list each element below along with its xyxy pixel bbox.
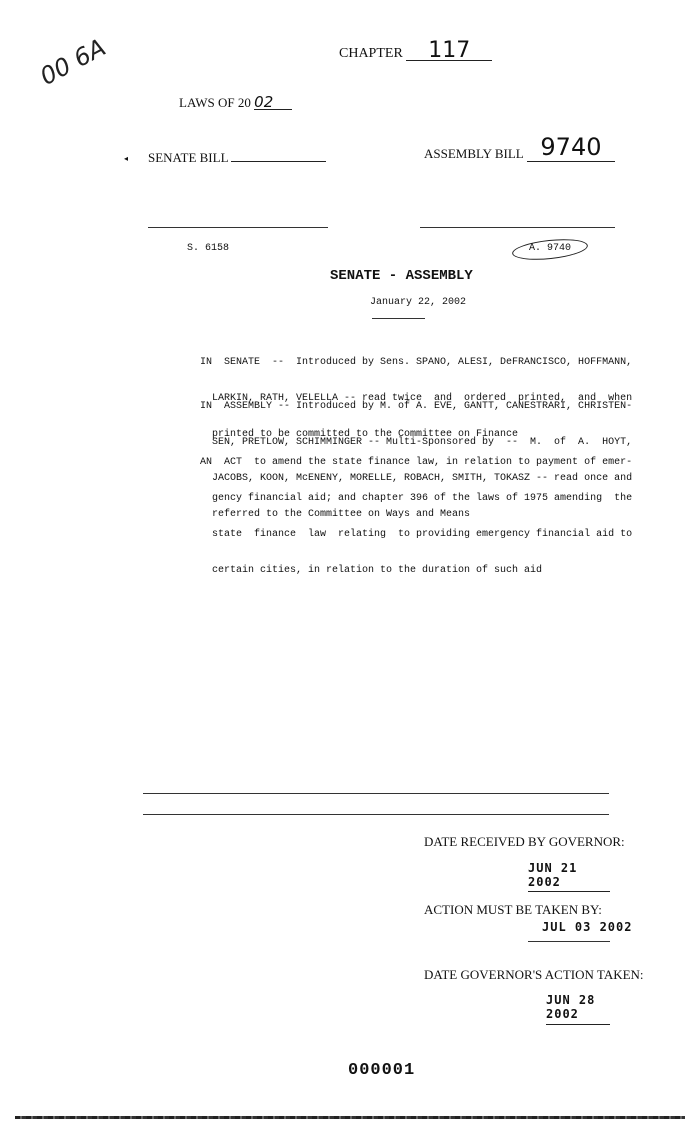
act-title-line: state finance law relating to providing emergency financial aid to — [200, 529, 633, 540]
senate-bill-label: SENATE BILL — [148, 150, 229, 165]
date-received-label: DATE RECEIVED BY GOVERNOR: — [424, 834, 625, 849]
assembly-bill-label: ASSEMBLY BILL — [424, 146, 524, 161]
laws-year-field — [179, 95, 292, 111]
laws-label: LAWS OF 20 — [179, 95, 251, 110]
margin-note: 00 6A — [35, 33, 111, 91]
act-title — [200, 433, 632, 589]
laws-year: 02 — [254, 95, 292, 110]
senate-bill-field — [148, 147, 326, 166]
chapter-number: 117 — [406, 42, 492, 61]
page-number: 000001 — [348, 1061, 416, 1080]
act-title-line: gency financial aid; and chapter 396 of the laws of 1975 amending the — [200, 493, 633, 504]
signature-line-right — [420, 227, 615, 228]
action-taken-label: DATE GOVERNOR'S ACTION TAKEN: — [424, 967, 644, 982]
assembly-intro-line: SEN, PRETLOW, SCHIMMINGER -- Multi-Sponsored by -- M. of A. HOYT, — [200, 437, 633, 448]
senate-bill-ref: S. 6158 — [187, 243, 230, 254]
chapter-field — [339, 38, 492, 63]
document-heading: SENATE - ASSEMBLY — [330, 268, 473, 284]
scan-edge-bar — [15, 1116, 685, 1119]
footer-rule-top — [143, 793, 609, 794]
date-received-stamp: JUN 21 2002 — [528, 861, 610, 892]
signature-line-left — [148, 227, 328, 228]
action-deadline-underline — [528, 941, 610, 942]
bullet-mark: ◂ — [124, 154, 129, 163]
assembly-intro-line: IN ASSEMBLY -- Introduced by M. of A. EVE, GANTT, CANESTRARI, CHRISTEN- — [200, 401, 633, 412]
assembly-bill-field — [424, 133, 615, 162]
action-taken-stamp: JUN 28 2002 — [546, 993, 610, 1025]
introduction-date: January 22, 2002 — [370, 297, 467, 308]
assembly-bill-number: 9740 — [527, 133, 615, 162]
act-title-line: certain cities, in relation to the duration of such aid — [200, 565, 543, 576]
assembly-bill-ref: A. 9740 — [529, 243, 572, 254]
senate-intro-line: IN SENATE -- Introduced by Sens. SPANO, ALESI, DeFRANCISCO, HOFFMANN, — [200, 357, 633, 368]
chapter-label: CHAPTER — [339, 46, 403, 61]
assembly-intro-line: referred to the Committee on Ways and Means — [200, 509, 471, 520]
footer-rule-bottom — [143, 814, 609, 815]
act-title-line: AN ACT to amend the state finance law, in relation to payment of emer- — [200, 457, 633, 468]
senate-bill-number — [231, 147, 326, 162]
action-deadline-stamp: JUL 03 2002 — [542, 920, 633, 934]
heading-divider — [372, 318, 425, 319]
assembly-intro-line: JACOBS, KOON, McENENY, MORELLE, ROBACH, SMITH, TOKASZ -- read once and — [200, 473, 633, 484]
action-deadline-label: ACTION MUST BE TAKEN BY: — [424, 902, 602, 917]
senate-intro-line: printed to be committed to the Committee on Finance — [200, 429, 519, 440]
senate-intro-line: LARKIN, RATH, VELELLA -- read twice and ordered printed, and when — [200, 393, 633, 404]
